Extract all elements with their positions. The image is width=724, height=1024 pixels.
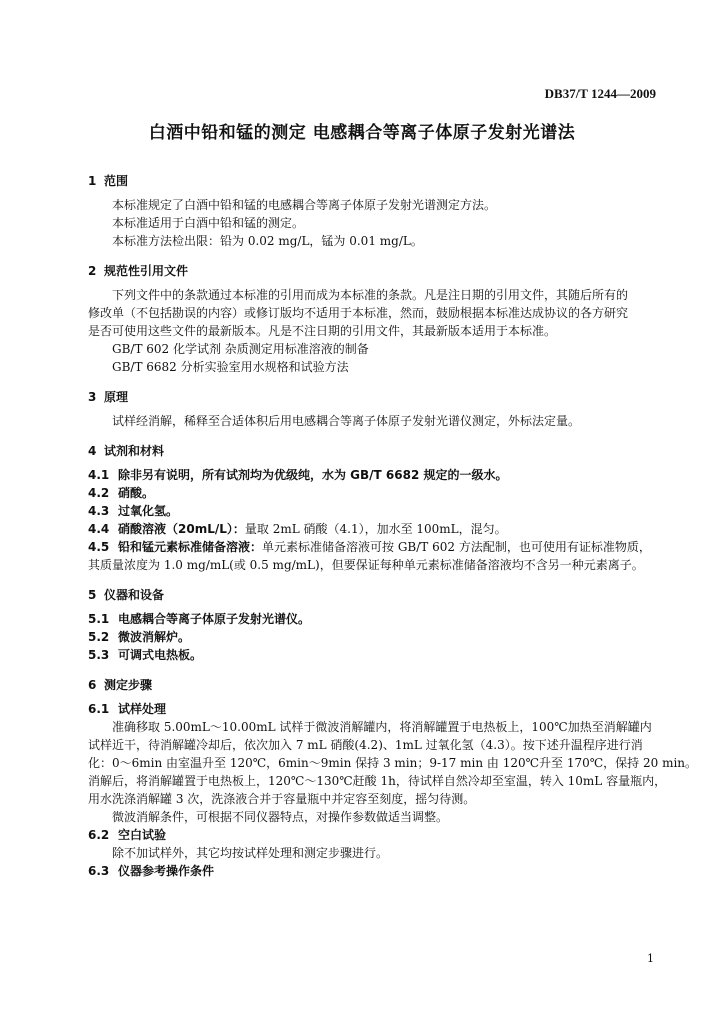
paragraph: 试样经消解，稀释至合适体积后用电感耦合等离子体原子发射光谱仪测定，外标法定量。: [112, 414, 581, 428]
paragraph-line: 化：0～6min 由室温升至 120℃，6min～9min 保持 3 min；9-17 min 由 120℃升至 170℃，保持 20 min。: [88, 756, 698, 770]
clause-6-2: 6.2 空白试验: [88, 828, 167, 842]
paragraph: 本标准方法检出限：铅为 0.02 mg/L，锰为 0.01 mg/L。: [112, 234, 423, 248]
paragraph: 下列文件中的条款通过本标准的引用而成为本标准的条款。凡是注日期的引用文件，其随后所有的: [112, 288, 629, 302]
paragraph: 本标准适用于白酒中铅和锰的测定。: [112, 216, 305, 230]
section-heading-6: 6 测定步骤: [88, 678, 153, 692]
standard-code: DB37/T 1244—2009: [544, 86, 656, 101]
section-heading-4: 4 试剂和材料: [88, 444, 165, 458]
clause-4-1: 4.1 除非另有说明，所有试剂均为优级纯，水为 GB/T 6682 规定的一级水。: [88, 468, 508, 482]
clause-4-2: 4.2 硝酸。: [88, 486, 155, 500]
paragraph: 准确移取 5.00mL～10.00mL 试样于微波消解罐内，将消解罐置于电热板上，100℃加热至消解罐内: [112, 720, 652, 734]
page-number: 1: [647, 952, 654, 965]
clause-4-5: 4.5 铅和锰元素标准储备溶液：单元素标准储备溶液可按 GB/T 602 方法配制，也可使用有证标准物质，: [88, 540, 651, 554]
paragraph: 微波消解条件，可根据不同仪器特点，对操作参数做适当调整。: [112, 810, 449, 824]
clause-5-1: 5.1 电感耦合等离子体原子发射光谱仪。: [88, 612, 311, 626]
reference-item: GB/T 602 化学试剂 杂质测定用标准溶液的制备: [112, 342, 369, 356]
section-heading-5: 5 仪器和设备: [88, 588, 165, 602]
reference-item: GB/T 6682 分析实验室用水规格和试验方法: [112, 360, 349, 374]
clause-6-3: 6.3 仪器参考操作条件: [88, 864, 215, 878]
paragraph-line: 用水洗涤消解罐 3 次，洗涤液合并于容量瓶中并定容至刻度，摇匀待测。: [88, 792, 476, 806]
clause-5-2: 5.2 微波消解炉。: [88, 630, 191, 644]
clause-6-1: 6.1 试样处理: [88, 702, 167, 716]
section-heading-2: 2 规范性引用文件: [88, 264, 189, 278]
clause-4-4: 4.4 硝酸溶液（20mL/L）：量取 2mL 硝酸（4.1），加水至 100mL，混匀。: [88, 522, 507, 536]
document-body: [88, 172, 698, 880]
document-title: 白酒中铅和锰的测定 电感耦合等离子体原子发射光谱法: [148, 123, 576, 143]
paragraph: 本标准规定了白酒中铅和锰的电感耦合等离子体原子发射光谱测定方法。: [112, 198, 497, 212]
paragraph-line: 是否可使用这些文件的最新版本。凡是不注日期的引用文件，其最新版本适用于本标准。: [88, 324, 557, 338]
clause-4-3: 4.3 过氧化氢。: [88, 504, 179, 518]
clause-5-3: 5.3 可调式电热板。: [88, 648, 203, 662]
section-heading-3: 3 原理: [88, 390, 129, 404]
section-heading-1: 1 范围: [88, 174, 129, 188]
paragraph: 除不加试样外，其它均按试样处理和测定步骤进行。: [112, 846, 389, 860]
paragraph-line: 其质量浓度为 1.0 mg/mL(或 0.5 mg/mL)，但要保证每种单元素标准储备溶液均不含另一种元素离子。: [88, 558, 644, 572]
paragraph-line: 消解后，将消解罐置于电热板上，120℃～130℃赶酸 1h，待试样自然冷却至室温，转入 10mL 容量瓶内，: [88, 774, 667, 788]
paragraph-line: 修改单（不包括勘误的内容）或修订版均不适用于本标准，然而，鼓励根据本标准达成协议的各方研究: [88, 306, 629, 320]
paragraph-line: 试样近干，待消解罐冷却后，依次加入 7 mL 硝酸(4.2)、1mL 过氧化氢（4.3）。按下述升温程序进行消: [88, 738, 643, 752]
